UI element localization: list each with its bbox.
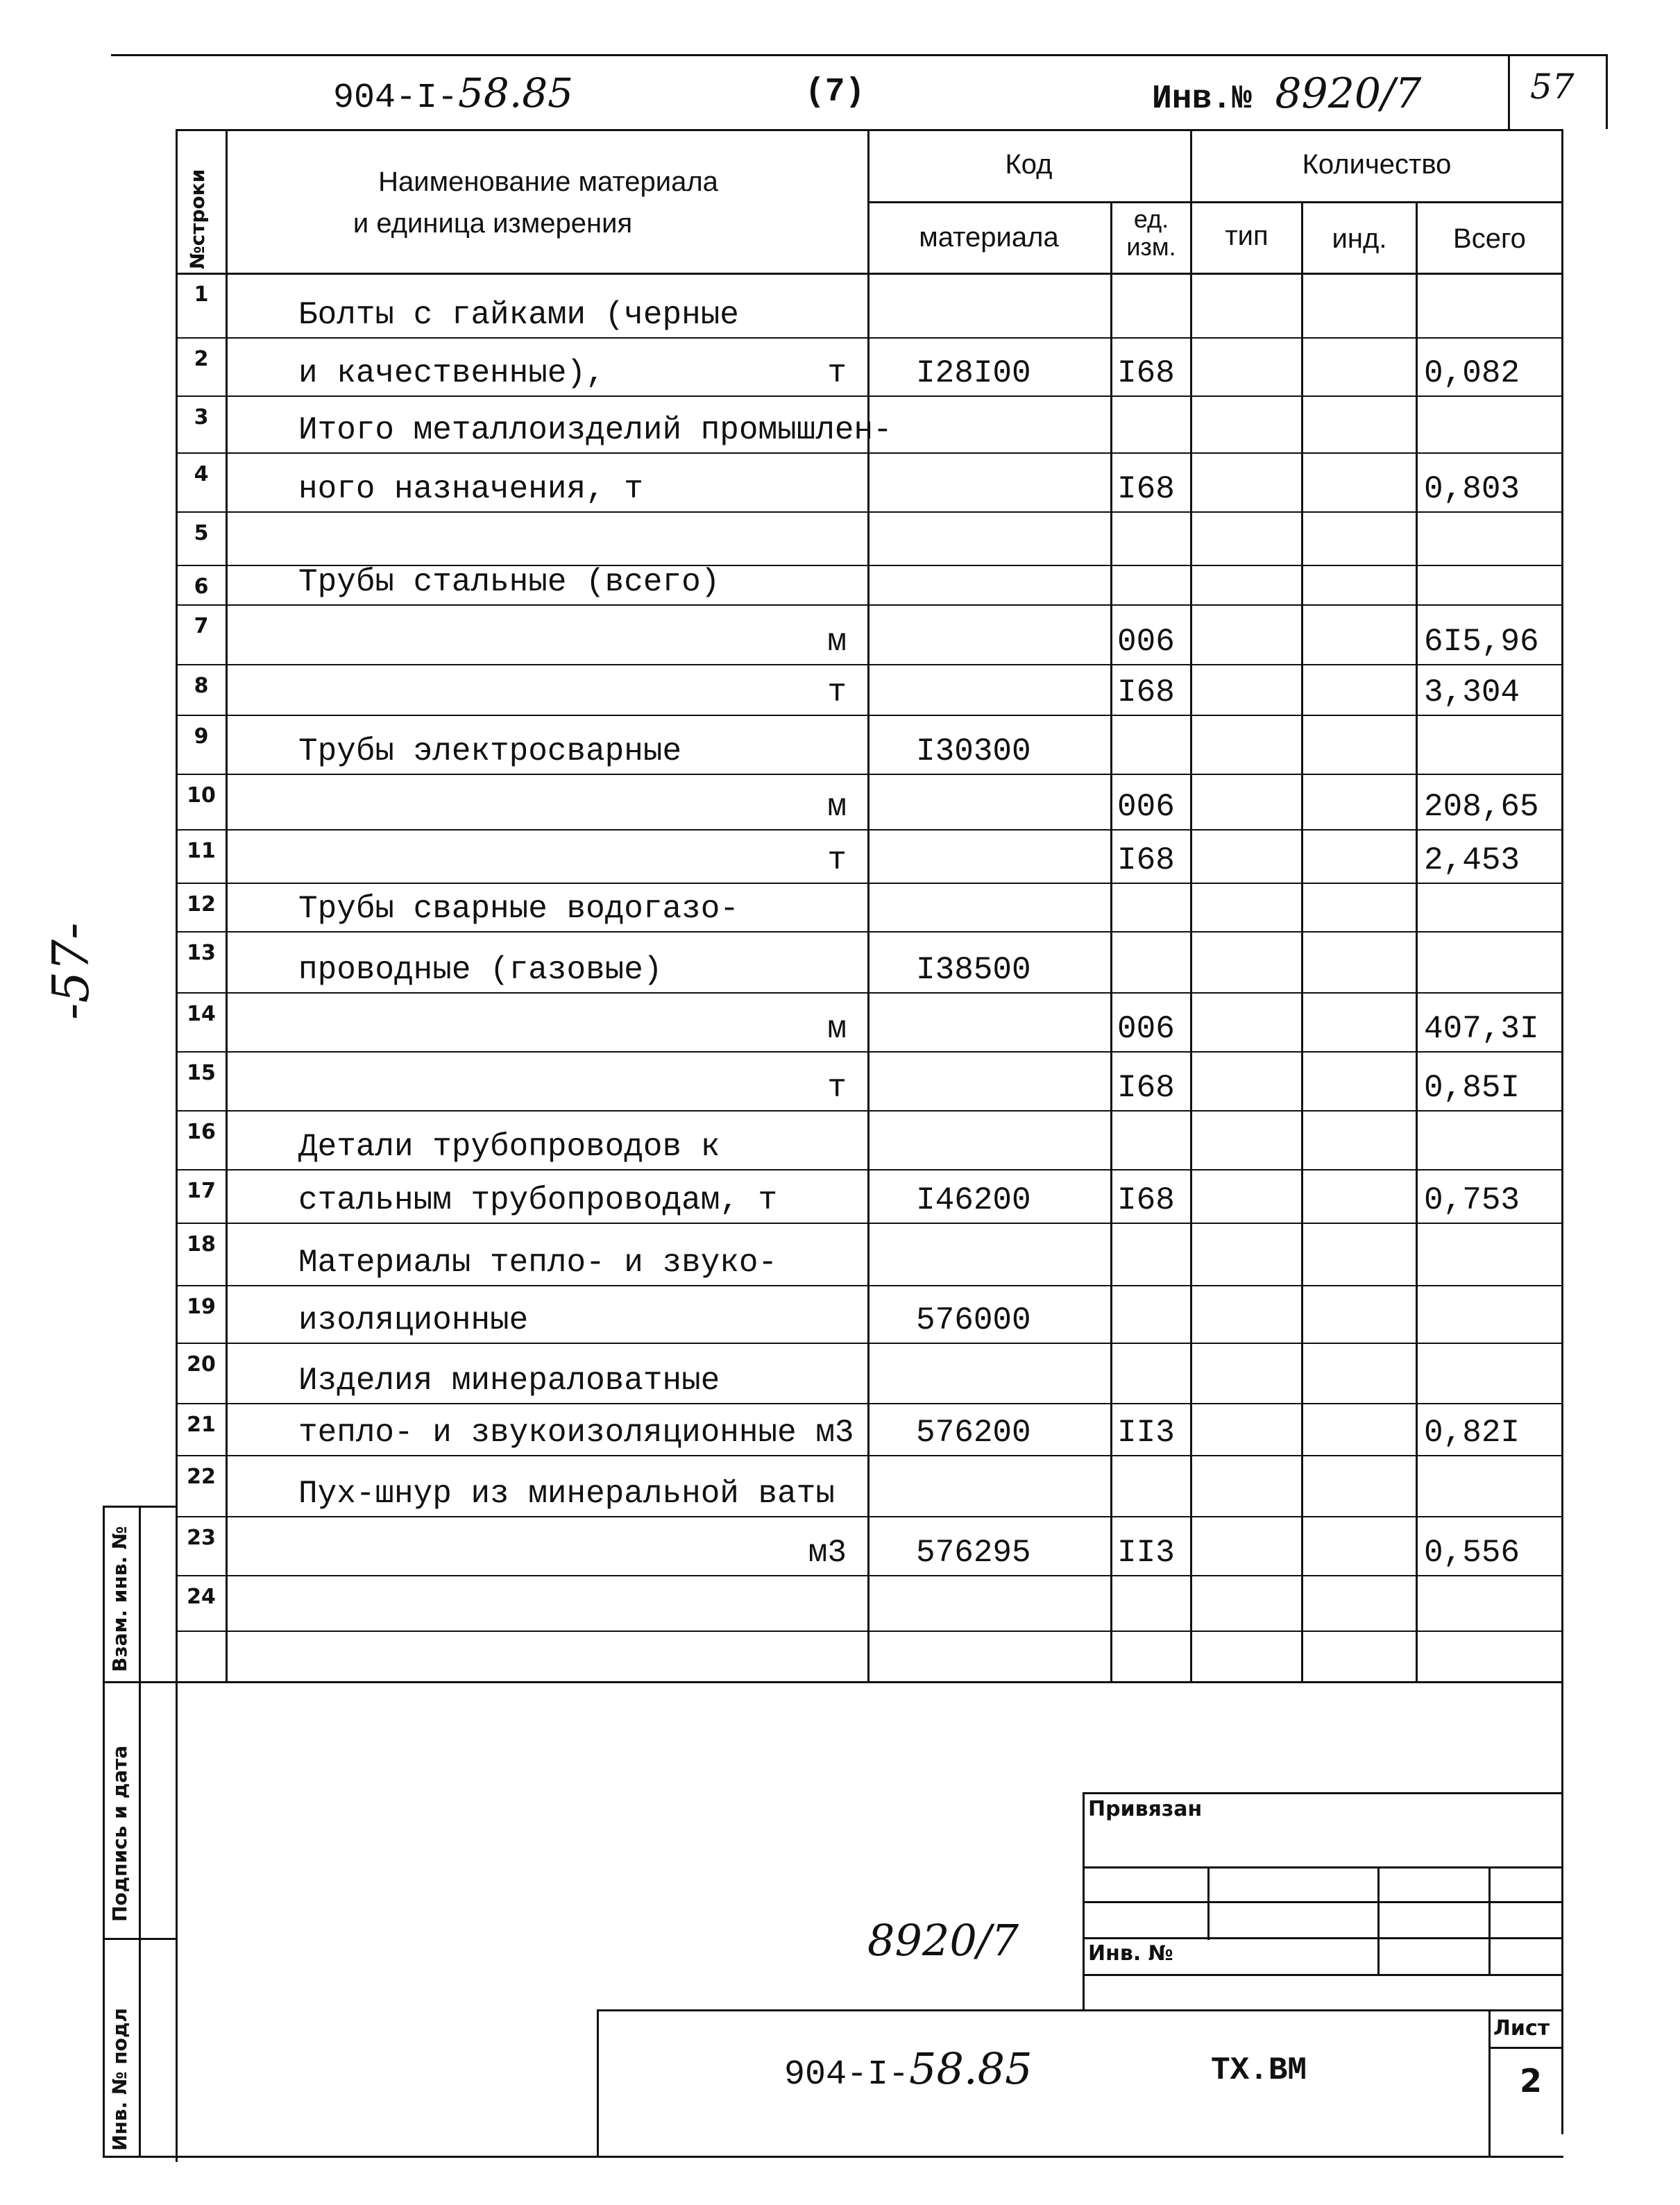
row-number: 4 — [194, 462, 209, 486]
stamp-designation: ТХ.ВМ — [1211, 2052, 1307, 2088]
row-name: и качественные), — [298, 355, 605, 391]
privyazan-label: Привязан — [1088, 1797, 1203, 1821]
row-separator — [176, 883, 1563, 884]
row-material-code: 576000 — [916, 1302, 1031, 1338]
corner-right-edge — [1606, 54, 1608, 129]
side-stamp-inv-podl: Инв. № подл — [108, 2007, 131, 2151]
row-unit-code: I68 — [1117, 842, 1175, 878]
row-unit-code: II3 — [1117, 1415, 1175, 1451]
col-header-row-number: №строки — [186, 169, 209, 269]
row-total: 0,803 — [1424, 471, 1520, 507]
row-name: Пух-шнур из минеральной ваты — [298, 1476, 835, 1512]
privyazan-vdiv1 — [1207, 1866, 1210, 1940]
side-stamp-rule1 — [103, 1681, 178, 1683]
side-stamp-vzam-inv: Взам. инв. № — [108, 1526, 131, 1672]
col-header-name-line2: и единица измерения — [353, 208, 633, 239]
row-material-code: 576295 — [916, 1535, 1031, 1571]
col-header-name-line1: Наименование материала — [378, 167, 718, 197]
row-unit-code: I68 — [1117, 471, 1175, 507]
row-name: проводные (газовые) — [298, 952, 663, 988]
table-left-border — [176, 129, 178, 2162]
col-header-qty-total: Всего — [1453, 223, 1526, 254]
row-total: 6I5,96 — [1424, 624, 1539, 660]
doc-number: 904-I-58.85 — [333, 69, 574, 118]
row-name: ного назначения, т — [298, 471, 643, 507]
row-separator — [176, 1169, 1563, 1170]
row-separator — [176, 1516, 1563, 1517]
row-unit-word: м — [827, 789, 847, 825]
row-number: 15 — [187, 1061, 216, 1085]
col-divider-ind — [1416, 201, 1418, 1683]
inventory-number: Инв.№ 8920/7 — [1152, 69, 1422, 118]
row-number: 19 — [187, 1295, 216, 1319]
row-unit-word: т — [827, 1070, 847, 1106]
row-number: 14 — [187, 1002, 216, 1026]
col-header-code-material: материала — [919, 222, 1059, 253]
row-separator — [176, 829, 1563, 831]
row-separator — [176, 1110, 1563, 1112]
title-handwritten-number: 8920/7 — [867, 1915, 1019, 1966]
page-corner-number: 57 — [1530, 67, 1575, 107]
row-number: 10 — [187, 783, 216, 808]
table-top-border — [176, 129, 1563, 131]
row-separator — [176, 931, 1563, 933]
row-unit-word: м — [827, 1011, 847, 1047]
row-name: стальным трубопроводам, т — [298, 1182, 778, 1218]
row-name: Итого металлоизделий промышлен- — [298, 412, 892, 448]
privyazan-top — [1083, 1792, 1563, 1794]
row-number: 7 — [194, 614, 209, 638]
privyazan-rule3 — [1083, 1937, 1563, 1939]
row-material-code: 576200 — [916, 1415, 1031, 1451]
stamp-sheet-rule — [1488, 2047, 1563, 2049]
row-unit-word: м3 — [808, 1535, 847, 1571]
row-number: 20 — [187, 1352, 216, 1377]
sheet-bracket-number: (7) — [805, 74, 865, 111]
row-total: 407,3I — [1424, 1011, 1539, 1047]
row-total: 0,82I — [1424, 1415, 1520, 1451]
row-material-code: I30300 — [916, 733, 1031, 769]
row-separator — [176, 774, 1563, 775]
margin-page-mark: -57- — [42, 922, 100, 1020]
row-unit-code: 006 — [1117, 789, 1175, 825]
row-name: тепло- и звукоизоляционные м3 — [298, 1415, 854, 1451]
row-number: 5 — [194, 521, 209, 545]
stamp-left — [597, 2009, 599, 2158]
row-separator — [176, 1285, 1563, 1286]
side-stamp-rule2 — [103, 1938, 178, 1940]
row-number: 16 — [187, 1120, 216, 1144]
row-name: Трубы электросварные — [298, 733, 682, 769]
side-stamp-top — [103, 1506, 178, 1508]
row-unit-code: 006 — [1117, 1011, 1175, 1047]
row-total: 208,65 — [1424, 789, 1539, 825]
row-separator — [176, 511, 1563, 513]
row-number: 21 — [187, 1413, 216, 1437]
row-separator — [176, 715, 1563, 716]
row-unit-word: м — [827, 624, 847, 660]
row-name: Трубы стальные (всего) — [298, 564, 720, 600]
side-stamp-left — [103, 1506, 105, 2158]
row-total: 0,753 — [1424, 1182, 1520, 1218]
row-unit-word: т — [827, 842, 847, 878]
row-unit-code: I68 — [1117, 1182, 1175, 1218]
row-separator — [176, 1403, 1563, 1404]
row-unit-code: 006 — [1117, 624, 1175, 660]
row-number: 22 — [187, 1465, 216, 1489]
stamp-sheet-number: 2 — [1520, 2062, 1543, 2100]
row-unit-code: II3 — [1117, 1535, 1175, 1571]
row-material-code: I38500 — [916, 952, 1031, 988]
row-number: 3 — [194, 405, 209, 429]
row-name: Трубы сварные водогазо- — [298, 891, 739, 927]
privyazan-rule2 — [1083, 1901, 1563, 1903]
row-unit-word: т — [827, 674, 847, 710]
row-unit-code: I68 — [1117, 355, 1175, 391]
table-right-border — [1561, 129, 1563, 2134]
col-divider-rownum — [226, 129, 228, 1683]
row-separator — [176, 452, 1563, 454]
row-separator — [176, 1575, 1563, 1576]
row-name: Изделия минераловатные — [298, 1363, 720, 1399]
row-number: 2 — [194, 347, 209, 371]
row-separator — [176, 337, 1563, 339]
col-header-qty-ind: инд. — [1332, 223, 1387, 254]
side-stamp-mid — [139, 1506, 141, 2158]
col-divider-type — [1301, 201, 1303, 1683]
side-stamp-sign-date: Подпись и дата — [108, 1745, 131, 1922]
top-rule — [111, 54, 1607, 56]
row-unit-code: I68 — [1117, 674, 1175, 710]
row-number: 6 — [194, 574, 209, 599]
row-separator — [176, 1631, 1563, 1632]
row-total: 0,85I — [1424, 1070, 1520, 1106]
header-bottom-rule — [176, 273, 1563, 275]
col-divider-name — [867, 129, 869, 1683]
corner-divider — [1508, 54, 1510, 129]
row-separator — [176, 1223, 1563, 1224]
row-unit-code: I68 — [1117, 1070, 1175, 1106]
row-separator — [176, 664, 1563, 665]
col-divider-code — [1110, 201, 1112, 1683]
stamp-bottom — [103, 2156, 1563, 2158]
privyazan-vdiv3 — [1488, 1866, 1491, 1974]
row-material-code: I28I00 — [916, 355, 1031, 391]
col-header-qty-type: тип — [1225, 221, 1269, 251]
col-header-code: Код — [1005, 149, 1053, 180]
col-header-code-unit: ед. изм. — [1126, 205, 1176, 261]
col-divider-unit — [1190, 129, 1192, 1683]
privyazan-rule4 — [1083, 1974, 1563, 1976]
row-total: 0,556 — [1424, 1535, 1520, 1571]
row-total: 0,082 — [1424, 355, 1520, 391]
row-name: изоляционные — [298, 1302, 529, 1338]
stamp-doc-code: 904-I-58.85 — [784, 2043, 1033, 2095]
row-number: 11 — [187, 839, 216, 863]
row-total: 2,453 — [1424, 842, 1520, 878]
row-number: 24 — [187, 1585, 216, 1609]
stamp-sheet-divider — [1488, 2009, 1491, 2158]
row-unit-word: т — [827, 355, 847, 391]
privyazan-rule1 — [1083, 1866, 1563, 1868]
header-subrule — [867, 201, 1563, 203]
row-separator — [176, 992, 1563, 994]
row-number: 1 — [194, 282, 209, 307]
row-name: Болты с гайками (черные — [298, 297, 739, 333]
row-number: 8 — [194, 674, 209, 698]
title-inv-no-label: Инв. № — [1088, 1941, 1173, 1966]
row-number: 18 — [187, 1232, 216, 1257]
stamp-top — [597, 2009, 1563, 2011]
row-separator — [176, 1455, 1563, 1456]
table-body-bottom-rule — [176, 1681, 1563, 1683]
row-separator — [176, 1343, 1563, 1344]
privyazan-vdiv2 — [1377, 1866, 1380, 1974]
stamp-sheet-label: Лист — [1493, 2016, 1550, 2041]
row-separator — [176, 604, 1563, 606]
row-separator — [176, 1051, 1563, 1053]
row-separator — [176, 395, 1563, 397]
row-number: 17 — [187, 1179, 216, 1203]
row-material-code: I46200 — [916, 1182, 1031, 1218]
row-number: 23 — [187, 1526, 216, 1550]
row-number: 12 — [187, 892, 216, 917]
row-number: 13 — [187, 941, 216, 965]
row-name: Материалы тепло- и звуко- — [298, 1245, 778, 1281]
col-header-quantity: Количество — [1302, 149, 1452, 180]
row-name: Детали трубопроводов к — [298, 1129, 720, 1165]
row-total: 3,304 — [1424, 674, 1520, 710]
row-number: 9 — [194, 724, 209, 749]
